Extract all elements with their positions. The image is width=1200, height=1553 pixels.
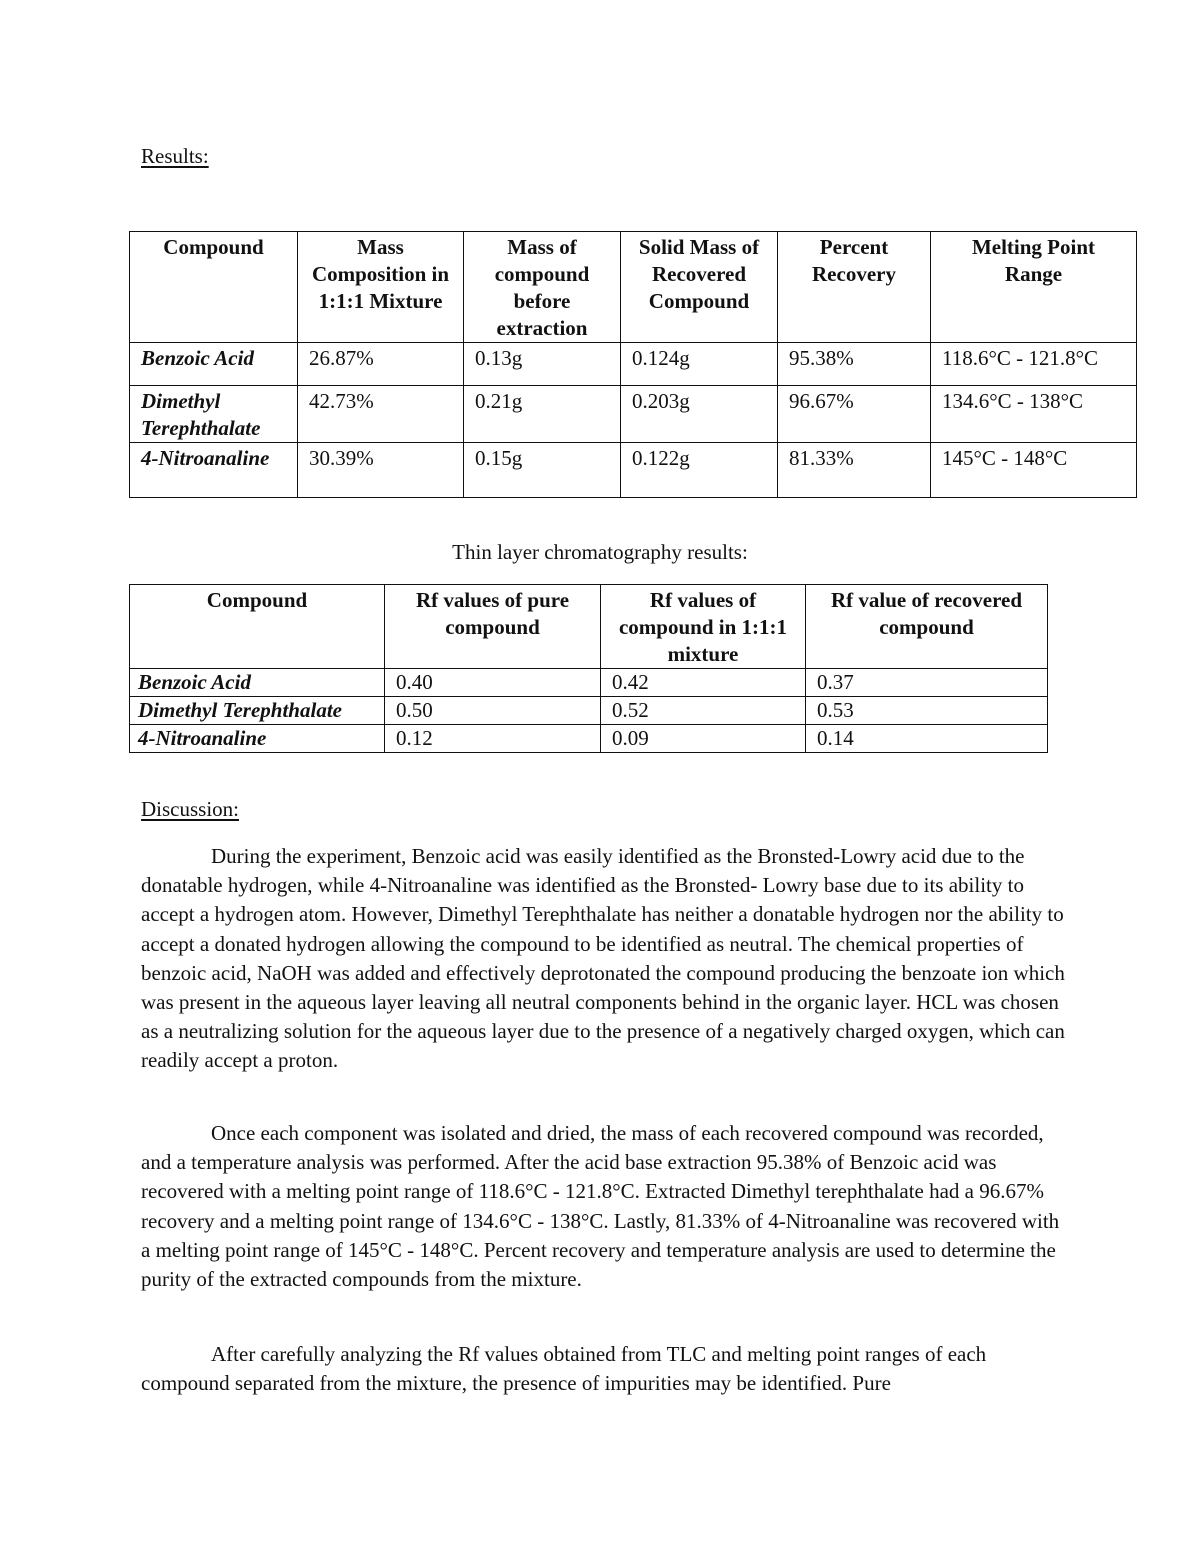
mass-composition-cell: 26.87% xyxy=(298,343,464,386)
results-header-solid-mass: Solid Mass of Recovered Compound xyxy=(621,232,778,343)
percent-recovery-cell: 95.38% xyxy=(778,343,931,386)
rf-mixture-cell: 0.42 xyxy=(601,669,806,697)
mass-composition-cell: 30.39% xyxy=(298,443,464,498)
tlc-header-rf-recovered: Rf value of recovered compound xyxy=(806,585,1048,669)
melting-point-cell: 118.6°C - 121.8°C xyxy=(931,343,1137,386)
rf-pure-cell: 0.50 xyxy=(385,697,601,725)
table-row xyxy=(130,725,1048,753)
tlc-header-rf-mixture: Rf values of compound in 1:1:1 mixture xyxy=(601,585,806,669)
rf-mixture-cell: 0.09 xyxy=(601,725,806,753)
table-row xyxy=(130,386,1137,443)
mass-before-cell: 0.21g xyxy=(464,386,621,443)
percent-recovery-cell: 96.67% xyxy=(778,386,931,443)
mass-composition-cell: 42.73% xyxy=(298,386,464,443)
results-table-header-row xyxy=(130,232,1137,343)
discussion-paragraph: After carefully analyzing the Rf values obtained from TLC and melting point ranges of each compound separated from the mixture, the presence of impurities may be identified. Pure xyxy=(141,1342,987,1396)
rf-pure-cell: 0.12 xyxy=(385,725,601,753)
mass-before-cell: 0.13g xyxy=(464,343,621,386)
rf-recovered-cell: 0.53 xyxy=(806,697,1048,725)
solid-mass-cell: 0.122g xyxy=(621,443,778,498)
solid-mass-cell: 0.124g xyxy=(621,343,778,386)
solid-mass-cell: 0.203g xyxy=(621,386,778,443)
table-row xyxy=(130,343,1137,386)
table-row xyxy=(130,697,1048,725)
compound-name: Benzoic Acid xyxy=(130,343,298,386)
results-table xyxy=(129,231,1137,498)
discussion-paragraph: Once each component was isolated and dried, the mass of each recovered compound was recorded, and a temperature analysis was performed. After the acid base extraction 95.38% of Benzoic acid was recovered with a melting point range of 118.6°C - 121.8°C. Extracted Dimethyl terephthalate had a 96.67% recovery and a melting point range of 134.6°C - 138°C. Lastly, 81.33% of 4-Nitroanaline was recovered with a melting point range of 145°C - 148°C. Percent recovery and temperature analysis are used to determine the purity of the extracted compounds from the mixture. xyxy=(141,1121,1060,1292)
compound-name: 4-Nitroanaline xyxy=(130,725,385,753)
results-header-compound: Compound xyxy=(130,232,298,343)
tlc-table-header-row xyxy=(130,585,1048,669)
table-row xyxy=(130,669,1048,697)
compound-name: 4-Nitroanaline xyxy=(130,443,298,498)
mass-before-cell: 0.15g xyxy=(464,443,621,498)
compound-name: Dimethyl Terephthalate xyxy=(130,697,385,725)
rf-pure-cell: 0.40 xyxy=(385,669,601,697)
rf-mixture-cell: 0.52 xyxy=(601,697,806,725)
melting-point-cell: 134.6°C - 138°C xyxy=(931,386,1137,443)
tlc-caption: Thin layer chromatography results: xyxy=(452,540,748,564)
compound-name: Benzoic Acid xyxy=(130,669,385,697)
rf-recovered-cell: 0.37 xyxy=(806,669,1048,697)
rf-recovered-cell: 0.14 xyxy=(806,725,1048,753)
discussion-paragraph: During the experiment, Benzoic acid was easily identified as the Bronsted-Lowry acid due to the donatable hydrogen, while 4-Nitroanaline was identified as the Bronsted- Lowry base due to its ability to accept a hydrogen atom. However, Dimethyl Terephthalate has neither a donatable hydrogen nor the ability to accept a donated hydrogen allowing the compound to be identified as neutral. The chemical properties of benzoic acid, NaOH was added and effectively deprotonated the compound producing the benzoate ion which was present in the aqueous layer leaving all neutral components behind in the organic layer. HCL was chosen as a neutralizing solution for the aqueous layer due to the presence of a negatively charged oxygen, which can readily accept a proton. xyxy=(141,844,1065,1073)
tlc-header-rf-pure: Rf values of pure compound xyxy=(385,585,601,669)
compound-name: Dimethyl Terephthalate xyxy=(130,386,298,443)
table-row xyxy=(130,443,1137,498)
melting-point-cell: 145°C - 148°C xyxy=(931,443,1137,498)
results-header-mass-before: Mass of compound before extraction xyxy=(464,232,621,343)
percent-recovery-cell: 81.33% xyxy=(778,443,931,498)
results-header-mass-composition: Mass Composition in 1:1:1 Mixture xyxy=(298,232,464,343)
tlc-header-compound: Compound xyxy=(130,585,385,669)
discussion-heading: Discussion: xyxy=(141,797,240,821)
results-header-melting-point: Melting Point Range xyxy=(931,232,1137,343)
results-header-percent-recovery: Percent Recovery xyxy=(778,232,931,343)
tlc-table xyxy=(129,584,1048,753)
results-heading: Results: xyxy=(141,144,209,168)
